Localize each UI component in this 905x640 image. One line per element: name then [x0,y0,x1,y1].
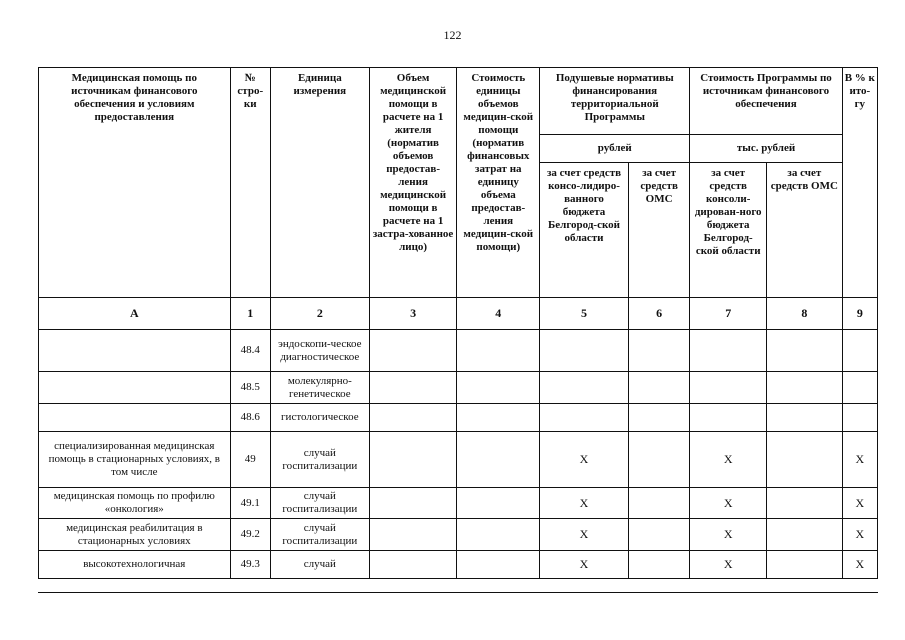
cell-col-5: Х [540,519,629,551]
cell-col-3 [369,330,457,372]
table-bottom-border [38,592,878,595]
cell-col-3 [369,372,457,404]
cell-col-4 [457,519,540,551]
cell-col-3 [369,404,457,432]
cell-col-8 [767,551,843,579]
cell-col-8 [767,330,843,372]
cell-col-9: Х [842,488,877,519]
cell-col-5: Х [540,551,629,579]
cell-col-5: Х [540,432,629,488]
cell-col-7 [690,404,767,432]
cell-col-5: Х [540,488,629,519]
row-name: медицинская помощь по профилю «онкология» [39,488,231,519]
column-number: 5 [540,298,629,330]
table-row [39,551,878,579]
cell-col-9 [842,372,877,404]
cell-col-9 [842,404,877,432]
header-col-2: Единица измерения [270,68,369,298]
cell-col-8 [767,372,843,404]
cell-col-4 [457,404,540,432]
table-row [39,432,878,488]
cell-col-7: Х [690,551,767,579]
cell-col-3 [369,488,457,519]
column-number: 3 [369,298,457,330]
cell-col-9 [842,330,877,372]
cell-col-7 [690,372,767,404]
header-col-1: № стро-ки [230,68,270,298]
cell-col-8 [767,432,843,488]
cell-col-5 [540,372,629,404]
cell-col-8 [767,519,843,551]
row-unit: эндоскопи-ческое диагностическое [270,330,369,372]
cell-col-4 [457,372,540,404]
cell-col-9: Х [842,519,877,551]
row-unit: случай госпитализации [270,519,369,551]
column-number: 4 [457,298,540,330]
cell-col-4 [457,551,540,579]
cell-col-6 [628,404,690,432]
cell-col-3 [369,432,457,488]
cell-col-9: Х [842,432,877,488]
header-group-per-capita: Подушевые нормативы финансирования территориальной Программы [540,68,690,135]
cell-col-7: Х [690,488,767,519]
header-unit-thousand-rubles: тыс. рублей [690,135,842,163]
cell-col-9: Х [842,551,877,579]
header-col-a: Медицинская помощь по источникам финансового обеспечения и условиям предоставления [39,68,231,298]
cell-col-6 [628,330,690,372]
table-row [39,372,878,404]
column-number: 7 [690,298,767,330]
table-row [39,488,878,519]
row-unit: случай [270,551,369,579]
row-unit: случай госпитализации [270,432,369,488]
column-number: 2 [270,298,369,330]
table-row [39,404,878,432]
column-number: 8 [767,298,843,330]
row-name [39,404,231,432]
cell-col-7: Х [690,519,767,551]
cell-col-7: Х [690,432,767,488]
row-number: 49.2 [230,519,270,551]
column-numbers-row [39,298,878,330]
header-group-program-cost: Стоимость Программы по источникам финансового обеспечения [690,68,842,135]
cell-col-3 [369,551,457,579]
header-col-8: за счет средств ОМС [767,163,843,298]
table-row [39,519,878,551]
header-col-6: за счет средств ОМС [628,163,690,298]
row-number: 49.3 [230,551,270,579]
column-number: 1 [230,298,270,330]
financing-table [38,67,878,579]
cell-col-7 [690,330,767,372]
cell-col-6 [628,432,690,488]
header-col-7: за счет средств консоли-дирован-ного бюджета Белгород-ской области [690,163,767,298]
row-number: 49 [230,432,270,488]
table-row [39,330,878,372]
cell-col-6 [628,488,690,519]
cell-col-8 [767,488,843,519]
column-number: А [39,298,231,330]
row-unit: молекулярно-генетическое [270,372,369,404]
cell-col-4 [457,432,540,488]
cell-col-5 [540,330,629,372]
page-number: 122 [443,28,462,42]
header-col-5: за счет средств консо-лидиро-ванного бюджета Белгород-ской области [540,163,629,298]
row-number: 48.4 [230,330,270,372]
row-number: 49.1 [230,488,270,519]
row-name: специализированная медицинская помощь в стационарных условиях, в том числе [39,432,231,488]
cell-col-4 [457,330,540,372]
row-name: высокотехнологичная [39,551,231,579]
cell-col-8 [767,404,843,432]
cell-col-6 [628,372,690,404]
row-number: 48.5 [230,372,270,404]
row-unit: случай госпитализации [270,488,369,519]
cell-col-4 [457,488,540,519]
header-col-4: Стоимость единицы объемов медицин-ской помощи (норматив финансовых затрат на единицу объема предостав-ления медицин-ской помощи) [457,68,540,298]
column-number: 9 [842,298,877,330]
cell-col-6 [628,519,690,551]
cell-col-6 [628,551,690,579]
row-name: медицинская реабилитация в стационарных условиях [39,519,231,551]
cell-col-5 [540,404,629,432]
column-number: 6 [628,298,690,330]
row-unit: гистологическое [270,404,369,432]
header-col-9: В % к ито-гу [842,68,877,298]
row-name [39,372,231,404]
row-name [39,330,231,372]
row-number: 48.6 [230,404,270,432]
header-col-3: Объем медицинской помощи в расчете на 1 жителя (норматив объемов предостав-ления медицинской помощи в расчете на 1 застра-хованное лицо) [369,68,457,298]
header-unit-rubles: рублей [540,135,690,163]
cell-col-3 [369,519,457,551]
